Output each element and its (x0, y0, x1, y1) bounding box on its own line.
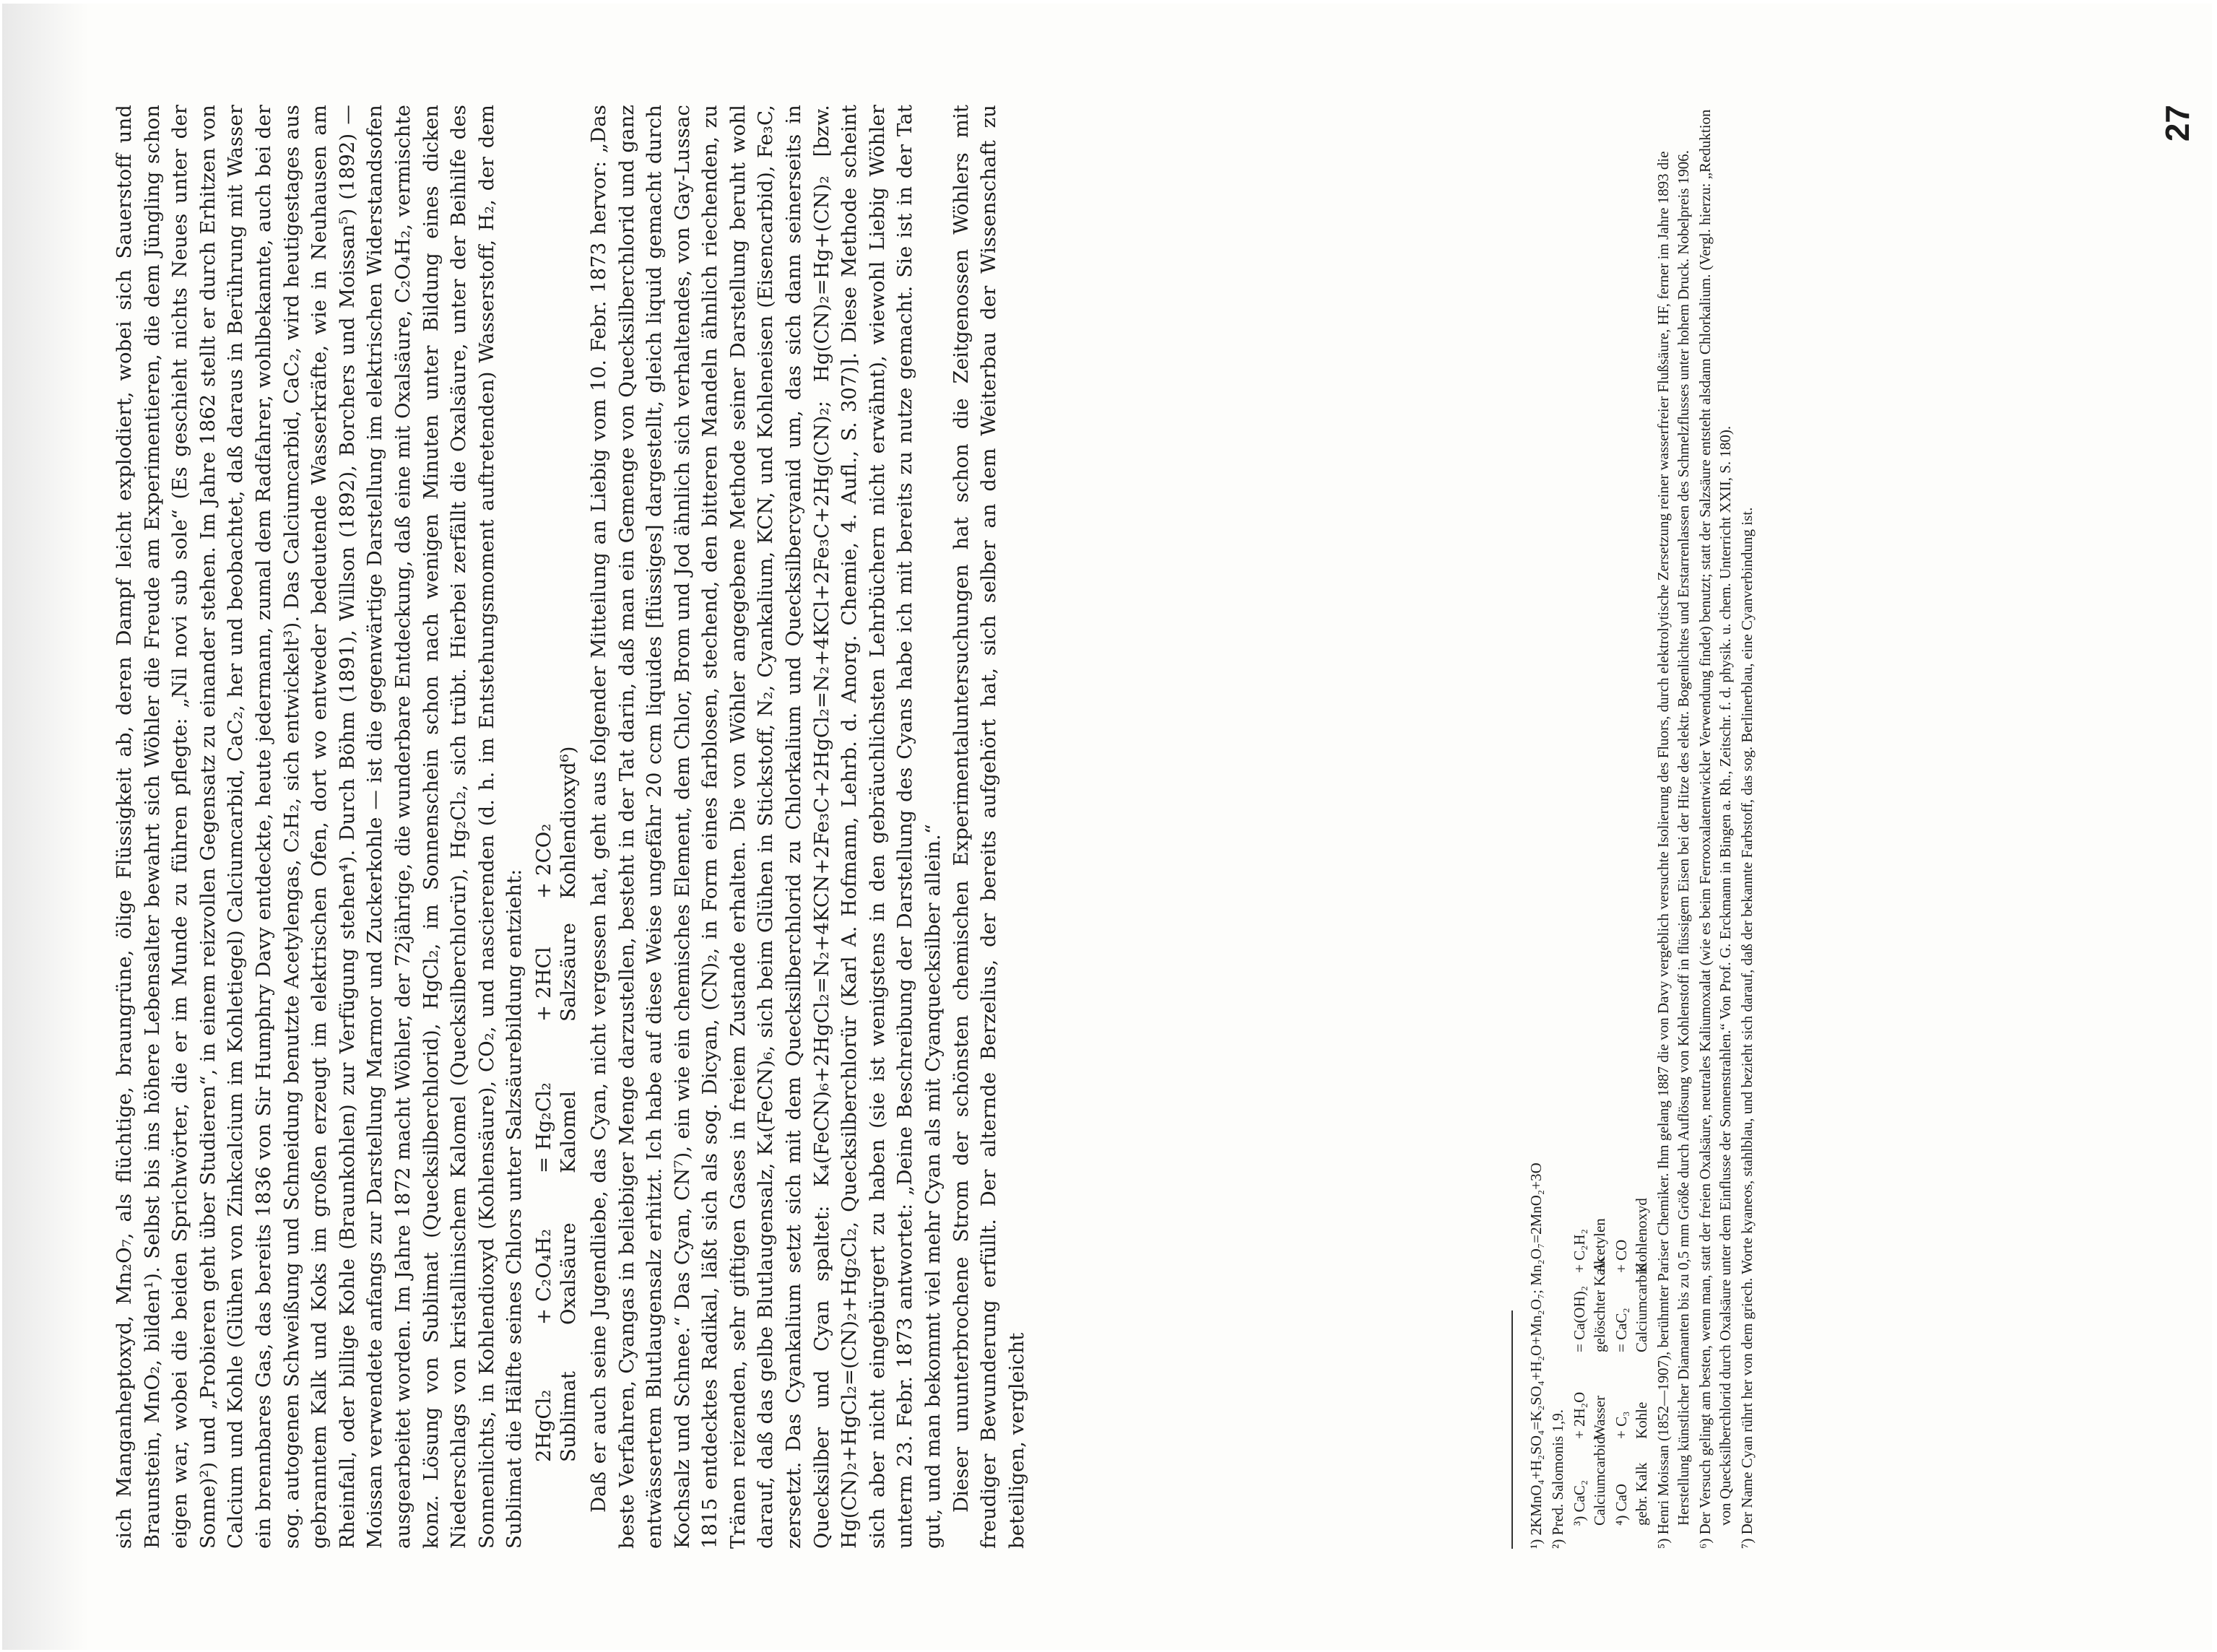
equation-label: Sublimat (556, 1370, 580, 1462)
equation-label (1589, 912, 1610, 1056)
equation-label: Calciumcarbid (1633, 1263, 1650, 1352)
equation-label: Calciumcarbid (1591, 1436, 1608, 1526)
equation-label: gelöschter Kalk (1591, 1256, 1608, 1352)
page-gutter-shadow (2, 4, 89, 1650)
equation-term (1611, 768, 1631, 912)
footnote-3-equation (1569, 105, 1610, 1526)
equation-label (1589, 768, 1610, 912)
equation-term: + C₂O₄H₂ (532, 1228, 555, 1325)
page-number: 27 (2159, 105, 2196, 142)
equation-term: ⁴) CaO (1613, 1483, 1630, 1526)
equation-label (1631, 1056, 1652, 1179)
paragraph-1: sich Manganheptoxyd, Mn₂O₇, als flüchtige, braungrüne, ölige Flüssigkeit ab, deren Dampf leicht explodiert, wobei sich Sauerstoff und Braunstein, MnO₂, bilden¹). Selbst bis ins höhere Lebensalter bewahrt sich Wöhler die Freude am Experimentieren, die dem Jüngling schon eigen war, wobei die beiden Sprichwörter, die er im Munde zu führen pflegte: „Nil novi sub sole“ (Es geschieht nichts Neues unter der Sonne)²) und „Probieren geht über Studieren“, in einem reizvollen Gegensatz zu einander stehen. Im Jahre 1862 stellt er durch Erhitzen von Calcium und Kohle (Glühen von Zinkcalcium im Kohletiegel) Calciumcarbid, CaC₂, her und beobachtet, daß daraus in Berührung mit Wasser ein brennbares Gas, das bereits 1836 von Sir Humphry Davy entdeckte, heute jedermann, zumal dem Radfahrer, wohlbekannte, auch bei der sog. autogenen Schweißung und Schneidung benutzte Acetylengas, C₂H₂, sich entwickelt³). Das Calciumcarbid, CaC₂, wird heutigestages aus gebranntem Kalk und Koks im großen erzeugt im elektrischen Ofen, dort wo entweder bedeutende Wasserkräfte, wie in Neuhausen am Rheinfall, oder billige Kohle (Braunkohlen) zur Verfügung stehen⁴). Durch Böhm (1891), Willson (1892), Borchers und Moissan⁵) (1892) — Moissan verwendete anfangs zur Darstellung Marmor und Zuckerkohle — ist die gegenwärtige Darstellung im elektrischen Widerstandsofen ausgearbeitet worden. Im Jahre 1872 macht Wöhler, der 72jährige, die wunderbare Entdeckung, daß eine mit Oxalsäure, C₂O₄H₂, vermischte konz. Lösung von Sublimat (Quecksilberchlorid), HgCl₂, im Sonnenschein schon nach wenigen Minuten unter Bildung eines dicken Niederschlags von kristallinischem Kalomel (Quecksilberchlorür), Hg₂Cl₂, sich trübt. Hierbei zerfällt die Oxalsäure, unter der Beihilfe des Sonnenlichts, in Kohlendioxyd (Kohlensäure), CO₂, und nascierenden (d. h. im Entstehungsmoment auftretenden) Wasserstoff, H₂, der dem Sublimat die Hälfte seines Chlors unter Salzsäurebildung entzieht: (113, 105, 526, 1549)
equation-term: + 2H₂O (1571, 1391, 1588, 1439)
equation-label (1589, 1056, 1610, 1179)
equation-label: Wasser (1591, 1395, 1608, 1439)
main-text (110, 105, 1031, 1549)
equation-label (556, 581, 581, 769)
paragraph-2: Daß er auch seine Jugendliebe, das Cyan, nicht vergessen hat, geht aus folgender Mitteilung an Liebig vom 10. Febr. 1873 hervor: „Das beste Verfahren, Cyangas in beliebiger Menge darzustellen, besteht in der Tat darin, daß man ein Gemenge von Quecksilberchlorid und ganz entwässertem Blutlaugensalz erhitzt. Ich habe auf diese Weise ungefähr 20 ccm liquides [flüssiges] dargestellt, gleich liquid gemacht durch Kochsalz und Schnee.“ Das Cyan, CN⁷), ein wie ein chemisches Element, dem Chlor, Brom und Jod ähnlich sich verhaltendes, von Gay-Lussac 1815 entdecktes Radikal, läßt sich als sog. Dicyan, (CN)₂, in Form eines farblosen, stechend, den bitteren Mandeln ähnlich riechenden, zu Tränen reizenden, sehr giftigen Gases in freiem Zustande erhalten. Die von Wöhler angegebene Methode seiner Darstellung beruht wohl darauf, daß das gelbe Blutlaugensalz, K₄(FeCN)₆, sich beim Glühen in Stickstoff, N₂, Cyankalium, KCN, und Kohleneisen (Eisencarbid), Fe₃C, zersetzt. Das Cyankalium setzt sich mit dem Quecksilberchlorid zu Chlorkalium und Quecksilbercyanid um, das sich dann seinerseits in Quecksilber und Cyan spaltet: K₄(FeCN)₆+2HgCl₂=N₂+4KCN+2Fe₃C+2HgCl₂=N₂+4KCl+2Fe₃C+2Hg(CN)₂; Hg(CN)₂=Hg+(CN)₂ [bzw. Hg(CN)₂+HgCl₂=(CN)₂+Hg₂Cl₂, Quecksilberchlorür (Karl A. Hofmann, Lehrb. d. Anorg. Chemie, 4. Aufl., S. 307)]. Diese Methode scheint sich aber nicht eingebürgert zu haben (sie ist wenigstens in den gebräuchlichsten Lehrbüchern nicht erwähnt), wiewohl Liebig Wöhler unterm 23. Febr. 1873 antwortet: „Deine Beschreibung der Darstellung des Cyans habe ich mit bereits zu nutze gemacht. Sie ist in der Tat gut, und man bekommt viel mehr Cyan als mit Cyanquecksilber allein.“ (586, 105, 945, 1549)
equation-term: + C₂H₂ (1571, 1229, 1588, 1273)
equation-label: Kohlenoxyd (1633, 1198, 1650, 1273)
footnote-2: ²) Pred. Salomonis 1,9. (1549, 1409, 1566, 1549)
equation-label: Kohle (1633, 1401, 1650, 1439)
equation-label (1631, 912, 1652, 1056)
equation-term: = Hg₂Cl₂ (532, 1082, 555, 1173)
equation-term (1569, 1056, 1589, 1179)
equation-term (1611, 912, 1631, 1056)
equation-label: Oxalsäure (556, 1222, 580, 1325)
footnote-1: ¹) 2KMnO₄+H₂SO₄=K₂SO₄+H₂O+Mn₂O₇; Mn₂O₇=2MnO₂+3O (1527, 1162, 1545, 1549)
equation-term: + 2CO₂ (532, 823, 555, 899)
equation-label: Salzsäure (556, 922, 580, 1022)
equation-label: gebr. Kalk (1633, 1462, 1650, 1526)
equation-term (1569, 768, 1589, 912)
equation-term (1569, 912, 1589, 1056)
equation-label: Acetylen (1591, 1218, 1608, 1273)
equation-term (1611, 1056, 1631, 1179)
footnotes (1483, 105, 1758, 1549)
oxalic-acid-equation (532, 105, 581, 1462)
equation-label: Kohlendioxyd⁶) (556, 746, 580, 899)
equation-label: Kalomel (556, 1090, 580, 1173)
equation-term: ³) CaC₂ (1571, 1479, 1588, 1526)
equation-term: + 2HCl (532, 947, 555, 1022)
footnote-7: ⁷) Der Name Cyan rührt her von dem griech. Worte kyaneos, stahlblau, und bezieht sich darauf, daß der bekannte Farbstoff, das sog. Berlinerblau, eine Cyanverbindung ist. (1738, 507, 1756, 1549)
equation-term: + C₃ (1613, 1411, 1630, 1439)
footnote-6: ⁶) Der Versuch gelingt am besten, wenn man, statt der freien Oxalsäure, neutrales Kaliumoxalat (wie es beim Ferrooxalatentwickler Verwendung findet) benutzt; statt der Salzsäure entsteht alsdann Chlorkalium. (Vergl. hierzu: „Reduktion von Quecksilberchlorid durch Oxalsäure unter dem Einflusse der Sonnenstrahlen.“ Von Prof. G. Erckmann in Bingen a. Rh., Zeitschr. f. d. physik. u. chem. Unterricht XXII, S. 180). (1696, 109, 1734, 1549)
book-page (2, 4, 2212, 1650)
equation-term: = CaC₂ (1613, 1308, 1630, 1352)
equation-label (1631, 768, 1652, 912)
footnote-4-equation (1611, 105, 1652, 1526)
equation-term (532, 581, 556, 769)
equation-term: = Ca(OH)₂ (1571, 1285, 1588, 1352)
equation-term: 2HgCl₂ (532, 1389, 555, 1462)
footnote-5: ⁵) Henri Moissan (1852—1907), berühmter Pariser Chemiker. Ihm gelang 1887 die von Davy vergeblich versuchte Isolierung des Fluors, durch elektrolytische Zersetzung reiner wasserfreier Flußsäure, HF, ferner im Jahre 1893 die Herstellung künstlicher Diamanten bis zu 0,5 mm Größe durch Auflösung von Kohlenstoff in flüssigem Eisen bei der Hitze des elektr. Bogenlichtes und Erstarrenlassen des Schmelzflusses unter hohem Druck. Nobelpreis 1906. (1654, 150, 1692, 1549)
paragraph-3: Dieser ununterbrochene Strom der schönsten chemischen Experimentaluntersuchungen hat schon die Zeitgenossen Wöhlers mit freudiger Bewunderung erfüllt. Der alternde Berzelius, der bereits aufgehört hat, sich selber an dem Weiterbau der Wissenschaft zu beteiligen, vergleicht (949, 105, 1028, 1549)
equation-term: + CO (1613, 1239, 1630, 1273)
footnote-rule (1511, 1310, 1513, 1549)
